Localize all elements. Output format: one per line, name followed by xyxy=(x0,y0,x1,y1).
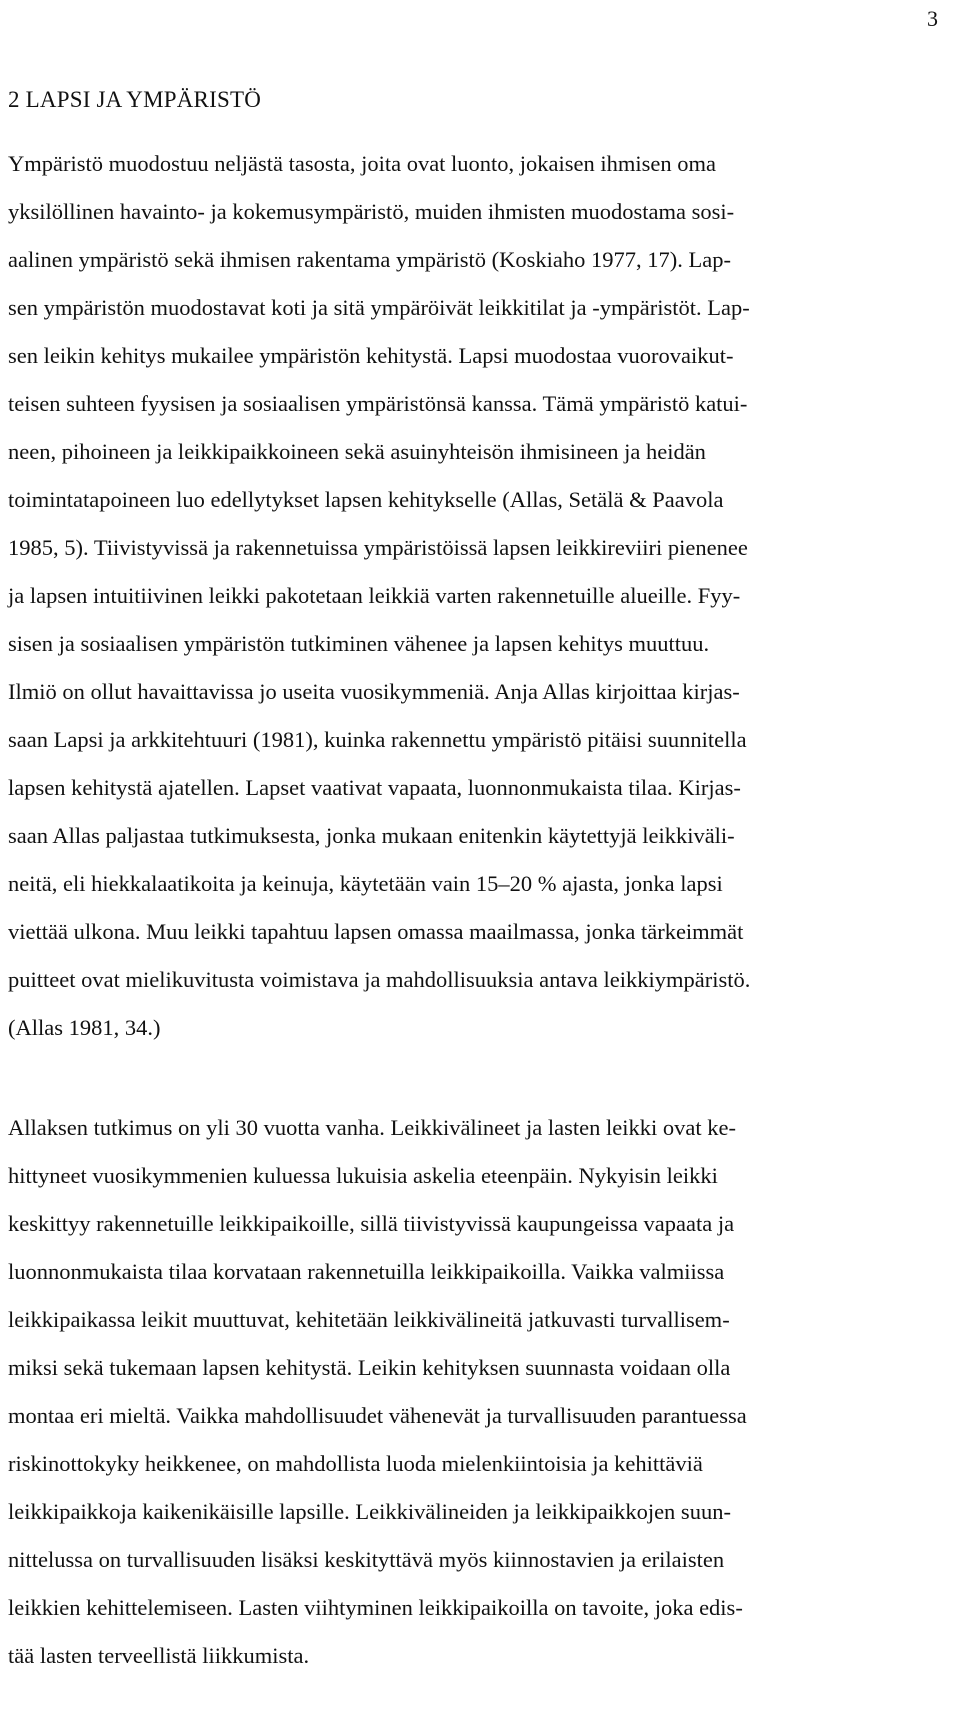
text-line: sisen ja sosiaalisen ympäristön tutkiminen vähenee ja lapsen kehitys muuttuu. xyxy=(8,631,710,656)
text-line: Ympäristö muodostuu neljästä tasosta, joita ovat luonto, jokaisen ihmisen oma xyxy=(8,151,717,176)
text-line: toimintatapoineen luo edellytykset lapsen kehitykselle (Allas, Setälä & Paavola xyxy=(8,487,724,512)
text-line: miksi sekä tukemaan lapsen kehitystä. Leikin kehityksen suunnasta voidaan olla xyxy=(8,1355,731,1380)
text-line: (Allas 1981, 34.) xyxy=(8,1015,161,1040)
text-line: sen ympäristön muodostavat koti ja sitä ympäröivät leikkitilat ja -ympäristöt. Lap- xyxy=(8,295,750,320)
text-line: leikkipaikkoja kaikenikäisille lapsille. Leikkivälineiden ja leikkipaikkojen suun- xyxy=(8,1499,731,1524)
text-line: lapsen kehitystä ajatellen. Lapset vaativat vapaata, luonnonmukaista tilaa. Kirjas- xyxy=(8,775,741,800)
section-heading: 2 LAPSI JA YMPÄRISTÖ xyxy=(8,87,262,112)
paragraph-environment-levels xyxy=(8,140,953,1052)
text-line: montaa eri mieltä. Vaikka mahdollisuudet vähenevät ja turvallisuuden parantuessa xyxy=(8,1403,747,1428)
text-line: Allaksen tutkimus on yli 30 vuotta vanha. Leikkivälineet ja lasten leikki ovat ke- xyxy=(8,1115,736,1140)
page-number: 3 xyxy=(927,6,938,31)
text-line: riskinottokyky heikkenee, on mahdollista luoda mielenkiintoisia ja kehittäviä xyxy=(8,1451,703,1476)
text-line: viettää ulkona. Muu leikki tapahtuu lapsen omassa maailmassa, jonka tärkeimmät xyxy=(8,919,744,944)
text-line: keskittyy rakennetuille leikkipaikoille, sillä tiivistyvissä kaupungeissa vapaata ja xyxy=(8,1211,735,1236)
text-line: nittelussa on turvallisuuden lisäksi keskityttävä myös kiinnostavien ja erilaisten xyxy=(8,1547,725,1572)
text-line: tää lasten terveellistä liikkumista. xyxy=(8,1643,310,1668)
text-line: leikkipaikassa leikit muuttuvat, kehitetään leikkivälineitä jatkuvasti turvallisem- xyxy=(8,1307,730,1332)
text-line: saan Allas paljastaa tutkimuksesta, jonka mukaan enitenkin käytettyjä leikkiväli- xyxy=(8,823,735,848)
text-line: neen, pihoineen ja leikkipaikkoineen sekä asuinyhteisön ihmisineen ja heidän xyxy=(8,439,706,464)
text-line: leikkien kehittelemiseen. Lasten viihtyminen leikkipaikoilla on tavoite, joka edis- xyxy=(8,1595,743,1620)
text-line: saan Lapsi ja arkkitehtuuri (1981), kuinka rakennettu ympäristö pitäisi suunnitella xyxy=(8,727,747,752)
text-line: aalinen ympäristö sekä ihmisen rakentama ympäristö (Koskiaho 1977, 17). Lap- xyxy=(8,247,731,272)
text-line: ja lapsen intuitiivinen leikki pakotetaan leikkiä varten rakennetuille alueille. Fyy- xyxy=(8,583,741,608)
text-line: puitteet ovat mielikuvitusta voimistava ja mahdollisuuksia antava leikkiympäristö. xyxy=(8,967,751,992)
text-line: teisen suhteen fyysisen ja sosiaalisen ympäristönsä kanssa. Tämä ympäristö katui- xyxy=(8,391,748,416)
text-line: Ilmiö on ollut havaittavissa jo useita vuosikymmeniä. Anja Allas kirjoittaa kirjas- xyxy=(8,679,740,704)
text-line: luonnonmukaista tilaa korvataan rakennetuilla leikkipaikoilla. Vaikka valmiissa xyxy=(8,1259,725,1284)
text-line: yksilöllinen havainto- ja kokemusympäristö, muiden ihmisten muodostama sosi- xyxy=(8,199,735,224)
paragraph-allas-study xyxy=(8,1104,953,1680)
text-line: hittyneet vuosikymmenien kuluessa lukuisia askelia eteenpäin. Nykyisin leikki xyxy=(8,1163,718,1188)
text-line: neitä, eli hiekkalaatikoita ja keinuja, käytetään vain 15–20 % ajasta, jonka lapsi xyxy=(8,871,723,896)
text-line: 1985, 5). Tiivistyvissä ja rakennetuissa ympäristöissä lapsen leikkireviiri pienenee xyxy=(8,535,748,560)
text-line: sen leikin kehitys mukailee ympäristön kehitystä. Lapsi muodostaa vuorovaikut- xyxy=(8,343,734,368)
